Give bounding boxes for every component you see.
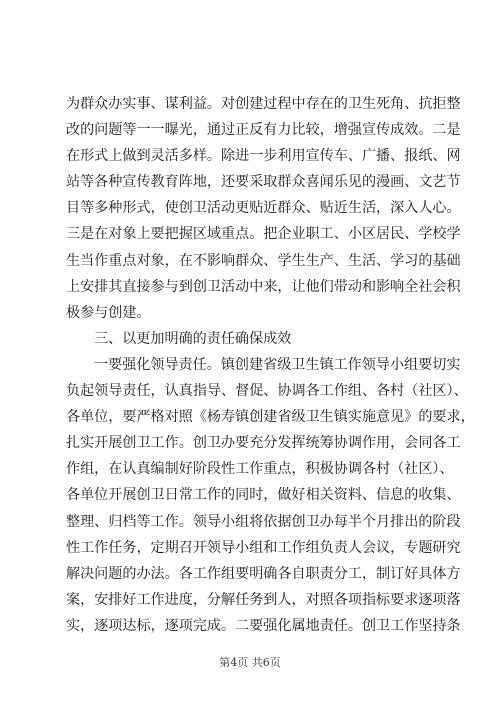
- text-line: 性工作任务，定期召开领导小组和工作组负责人会议，专题研究: [66, 539, 461, 556]
- text-line: 整理、归档等工作。领导小组将依据创卫办每半个月排出的阶段: [66, 513, 461, 530]
- text-line: 案，安排好工作进度，分解任务到人，对照各项指标要求逐项落: [66, 591, 461, 608]
- text-line: 实，逐项达标，逐项完成。二要强化属地责任。创卫工作坚持条: [66, 617, 461, 634]
- text-line: 各单位，要严格对照《杨寿镇创建省级卫生镇实施意见》的要求，: [66, 409, 475, 426]
- text-line: 三是在对象上要把握区域重点。把企业职工、小区居民、学校学: [66, 226, 461, 243]
- text-line: 为群众办实事、谋利益。对创建过程中存在的卫生死角、抗拒整: [66, 96, 461, 112]
- text-line: 极参与创建。: [66, 304, 151, 321]
- text-line: 改的问题等一一曝光，通过正反有力比较，增强宣传成效。二是: [66, 122, 461, 139]
- text-line: 负起领导责任，认真指导、督促、协调各工作组、各村（社区）、: [66, 383, 468, 400]
- text-line: 扎实开展创卫工作。创卫办要充分发挥统筹协调作用，会同各工: [66, 435, 461, 452]
- page-footer: 第4页 共6页: [219, 656, 281, 669]
- body-text: [66, 91, 475, 639]
- text-line: 各单位开展创卫日常工作的同时，做好相关资料、信息的收集、: [66, 487, 461, 504]
- text-line: 解决问题的办法。各工作组要明确各自职责分工，制订好具体方: [66, 565, 461, 582]
- text-line: 生当作重点对象，在不影响群众、学生生产、生活、学习的基础: [66, 252, 461, 269]
- text-line: 站等各种宣传教育阵地，还要采取群众喜闻乐见的漫画、文艺节: [66, 174, 461, 191]
- text-line: 在形式上做到灵活多样。除进一步利用宣传车、广播、报纸、网: [66, 148, 461, 165]
- text-line: 上安排其直接参与到创卫活动中来，让他们带动和影响全社会积: [66, 278, 461, 295]
- section-heading: 三、以更加明确的责任确保成效: [94, 330, 292, 347]
- text-line: 目等多种形式，使创卫活动更贴近群众、贴近生活，深入人心。: [66, 200, 461, 217]
- text-line: 一要强化领导责任。镇创建省级卫生镇工作领导小组要切实: [94, 356, 461, 373]
- text-line: 作组，在认真编制好阶段性工作重点，积极协调各村（社区）、: [66, 461, 454, 478]
